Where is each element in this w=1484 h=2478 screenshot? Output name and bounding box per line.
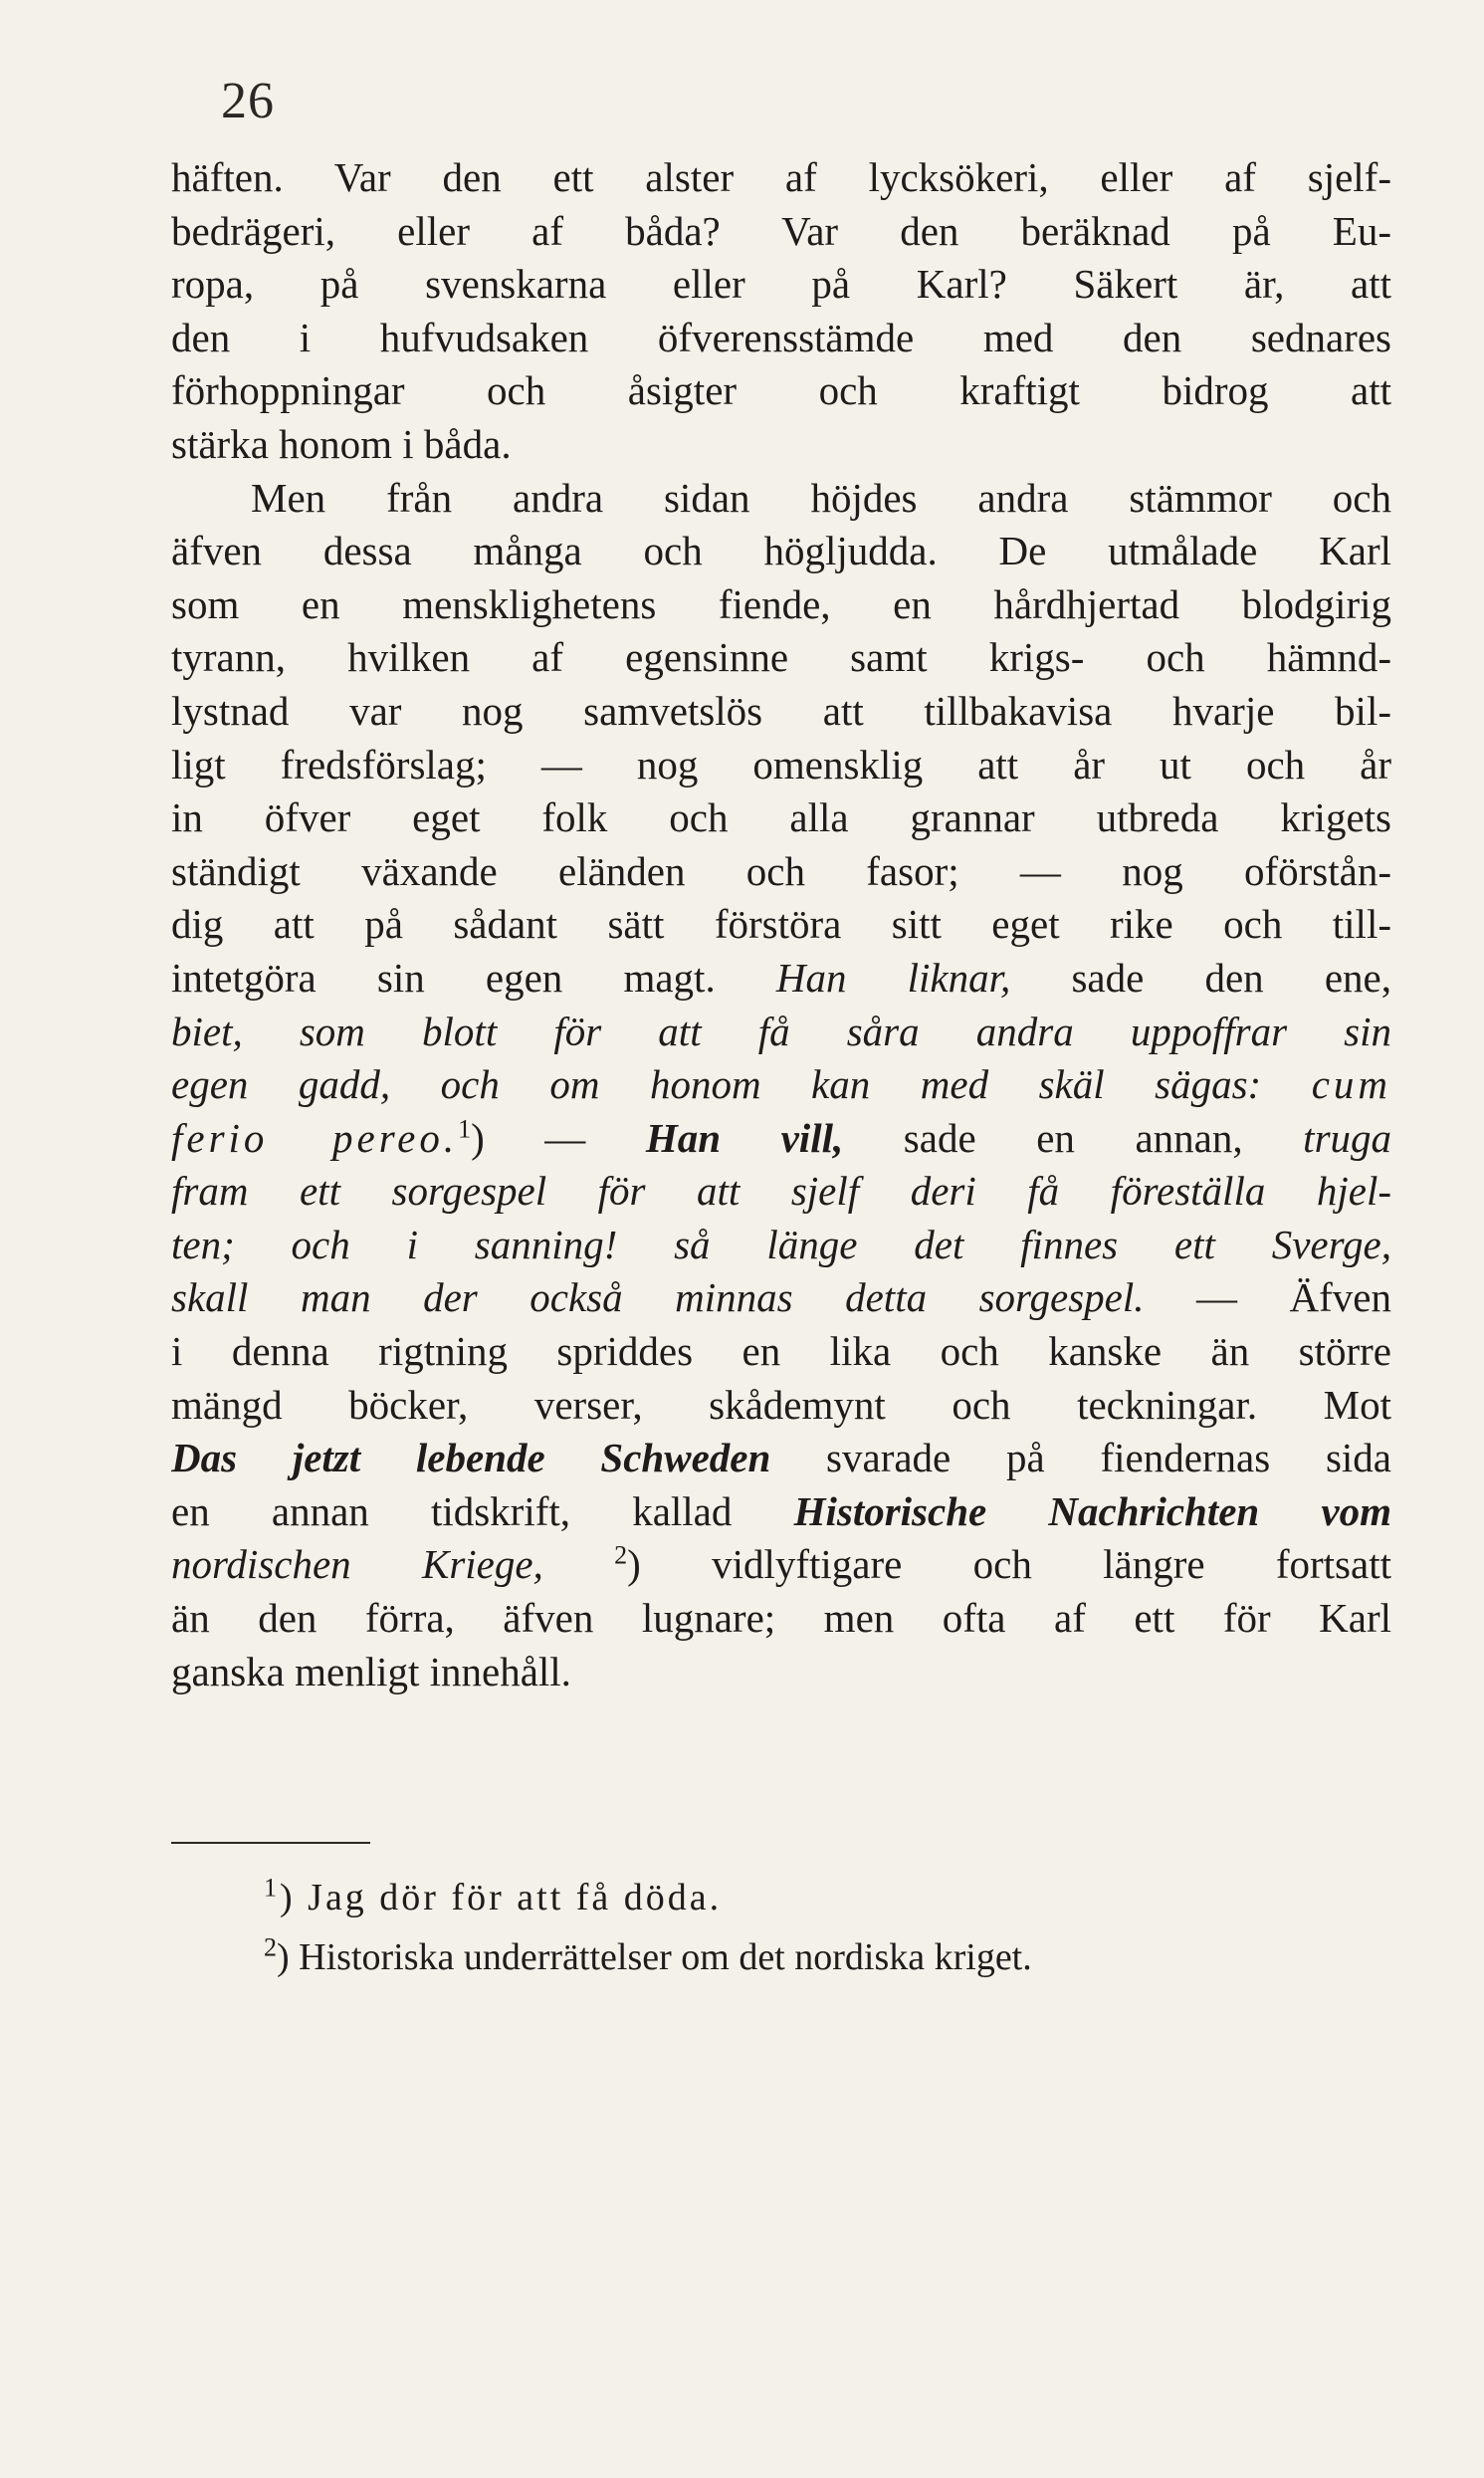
book-title: Historische Nachrichten vom: [793, 1487, 1391, 1534]
footnote-text: Historiska underrättelser om det nordiska kriget.: [299, 1936, 1032, 1978]
text-line: [171, 1165, 1391, 1219]
text-line: [171, 1271, 1391, 1325]
italic-quote: Han liknar,: [775, 954, 1011, 1001]
text-line: ferio pereo.$^1$) — Han vill, sade en annan, truga: [171, 1114, 1391, 1161]
latin-phrase: ferio pereo.: [171, 1114, 459, 1161]
text-line: den i hufvudsaken öfverensstämde med den sednares: [171, 314, 1391, 360]
italic-quote: egen gadd, och om honom kan med skäl sägas:: [171, 1061, 1262, 1108]
italic-quote: Han vill,: [645, 1114, 844, 1161]
italic-quote: truga: [1303, 1114, 1391, 1161]
text-line: än den förra, äfven lugnare; men ofta af ett för Karl: [171, 1595, 1391, 1642]
text-line: häften. Var den ett alster af lycksökeri, eller af sjelf-: [171, 154, 1391, 200]
footnote-marker: 1: [264, 1873, 280, 1903]
italic-quote: fram ett sorgespel för att sjelf deri få föreställa hjel-: [171, 1168, 1391, 1215]
footnote-2: $^2$) Historiska underrättelser om det nordiska kriget.: [264, 1932, 1032, 1978]
text-line: äfven dessa många och högljudda. De utmålade Karl: [171, 528, 1391, 574]
text-segment: en annan tidskrift, kallad: [171, 1487, 733, 1534]
italic-quote: ten; och i sanning! så länge det finnes ett Sverge,: [171, 1221, 1391, 1267]
footnote-marker: 2: [614, 1540, 628, 1570]
latin-phrase: cum: [1311, 1061, 1391, 1108]
dash: —: [544, 1114, 586, 1161]
text-line: Men från andra sidan höjdes andra stämmor och: [251, 474, 1391, 521]
text-line: ganska menligt innehåll.: [171, 1648, 571, 1694]
text-line: [171, 1485, 1391, 1539]
italic-quote: skall man der också minnas detta sorgespel.: [171, 1274, 1145, 1321]
text-line: förhoppningar och åsigter och kraftigt bidrog att: [171, 367, 1391, 414]
text-line: bedrägeri, eller af båda? Var den beräknad på Eu-: [171, 207, 1391, 254]
text-line: ligt fredsförslag; — nog omensklig att år ut och år: [171, 741, 1391, 788]
text-line: [171, 1219, 1391, 1272]
italic-quote: biet, som blott för att få såra andra uppoffrar sin: [171, 1008, 1391, 1054]
footnotes: [264, 1868, 1359, 1987]
text-line: ständigt växande eländen och fasor; — nog oförstån-: [171, 847, 1391, 894]
footnote-divider: [171, 1842, 370, 1844]
page-number: 26: [221, 73, 275, 129]
text-line: [171, 952, 1391, 1006]
text-line: tyrann, hvilken af egensinne samt krigs- och hämnd-: [171, 634, 1391, 681]
text-segment: vidlyftigare och längre fortsatt: [712, 1541, 1391, 1588]
text-segment: sade en annan,: [903, 1114, 1243, 1161]
text-segment: svarade på fiendernas sida: [826, 1435, 1391, 1481]
text-line: [171, 1006, 1391, 1059]
footnote-marker: 2: [264, 1932, 277, 1962]
text-line: mängd böcker, verser, skådemynt och teckningar. Mot: [171, 1381, 1391, 1428]
main-text: [171, 151, 1391, 1698]
text-segment: intetgöra sin egen magt.: [171, 954, 716, 1001]
text-line: nordischen Kriege, $^2$) vidlyftigare och längre fortsatt: [171, 1540, 1391, 1588]
text-line: dig att på sådant sätt förstöra sitt eget rike och till-: [171, 901, 1391, 948]
footnote-text: Jag dör för att få döda.: [308, 1877, 723, 1918]
book-title: Das jetzt lebende Schweden: [171, 1435, 771, 1481]
text-line: [171, 1058, 1391, 1112]
text-line: som en mensklighetens fiende, en hårdhjertad blodgirig: [171, 580, 1391, 627]
footnote-1: $^1$) Jag dör för att få döda.: [264, 1873, 723, 1918]
text-line: in öfver eget folk och alla grannar utbreda krigets: [171, 794, 1391, 841]
dash: —: [1196, 1274, 1238, 1321]
text-line: ropa, på svenskarna eller på Karl? Säkert är, att: [171, 261, 1391, 308]
text-segment: sade den ene,: [1071, 954, 1391, 1001]
footnote-marker: 1: [458, 1114, 472, 1144]
text-line: i denna rigtning spriddes en lika och kanske än större: [171, 1328, 1391, 1375]
text-line: [171, 1432, 1391, 1485]
text-line: lystnad var nog samvetslös att tillbakavisa hvarje bil-: [171, 687, 1391, 734]
text-segment: Äfven: [1289, 1274, 1391, 1321]
text-line: stärka honom i båda.: [171, 420, 512, 467]
book-title: nordischen Kriege,: [171, 1541, 543, 1588]
